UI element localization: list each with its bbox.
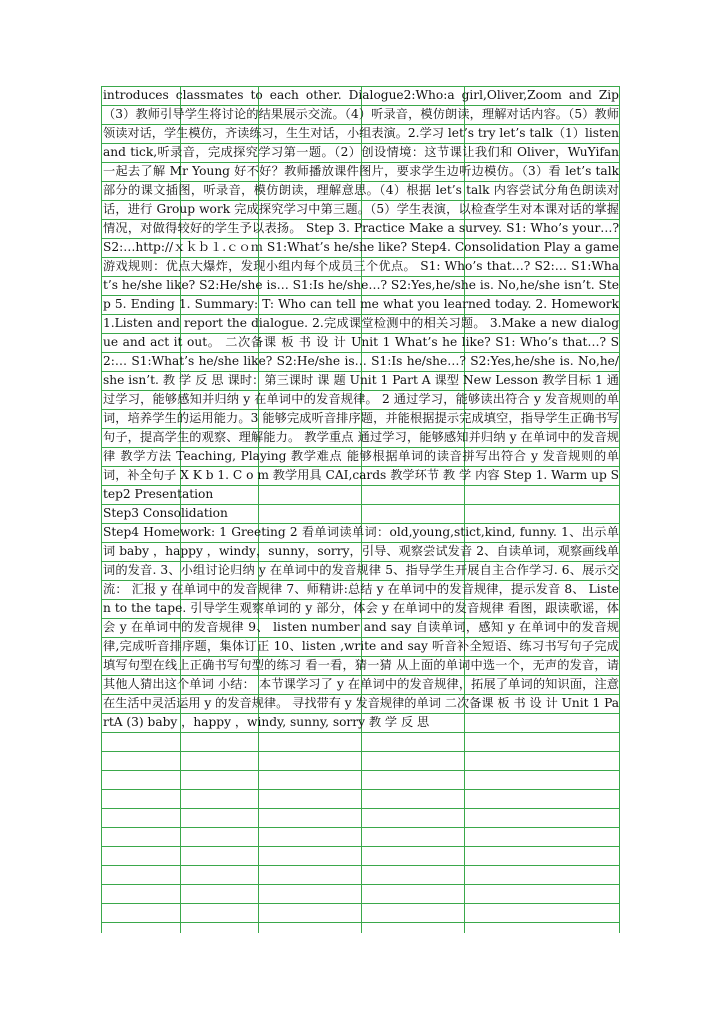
paragraph-lesson-main: introduces classmates to each other. Dialogue2:Who:a girl,Oliver,Zoom and Zip（3）教师引导学生将讨论的结果展示交流。（4）听录音，模仿朗读，理解对话内容。（5）教师领读对话，学生模仿，齐读练习，生生对话，小组表演。2.学习 let’s try let’s talk（1）listen and tick,听录音，完成探究学习第一题。（2）创设情境：这节课让我们和 Oliver，WuYifan 一起去了解 Mr Young 好不好？教师播放课件图片，要求学生边听边模仿。（3）看 let’s talk 部分的课文插图，听录音，模仿朗读，理解意思。（4）根据 let’s talk 内容尝试分角色朗读对话，进行 Group work 完成探究学习中第三题。（5）学生表演，以检查学生对本课对话的掌握情况，对做得较好的学生予以表扬。 Step 3. Practice Make a survey. S1: Who’s your…? S2:…http://ｘｋｂ１.ｃｏｍ S1:What’s he/she like? Step4. Consolidation Play a game 游戏规则：优点大爆炸，发现小组内每个成员三个优点。 S1: Who’s that…? S2:… S1:What’s he/she like? S2:He/she is… S1:Is he/she…? S2:Yes,he/she is. No,he/she isn’t. Step 5. Ending 1. Summary: T: Who can tell me what you learned today. 2. Homework 1.Listen and report the dialogue. 2.完成课堂检测中的相关习题。 3.Make a new dialogue and act it out。 二次备课 板 书 设 计 Unit 1 What’s he like? S1: Who’s that…? S2:… S1:What’s he/she like? S2:He/she is… S1:Is he/she…? S2:Yes,he/she is. No,he/she isn’t. 教 学 反 思 课时：第三课时 课 题 Unit 1 Part A 课型 New Lesson 教学目标 1 通过学习，能够感知并归纳 y 在单词中的发音规律。 2 通过学习，能够读出符合 y 发音规则的单词，培养学生的运用能力。3 能够完成听音排序题，并能根据提示完成填空，指导学生正确书写句子，提高学生的观察、理解能力。 教学重点 通过学习，能够感知并归纳 y 在单词中的发音规律 教学方法 Teaching, Playing 教学难点 能够根据单词的读音拼写出符合 y 发音规则的单词，补全句子 X K b 1. C o m 教学用具 CAI,cards 教学环节 教 学 内容 Step 1. Warm up Step2 Presentation — [103, 88, 619, 501]
paragraph-step3: Step3 Consolidation — [103, 506, 228, 520]
lesson-plan-text — [103, 86, 619, 732]
paragraph-step4-homework: Step4 Homework: 1 Greeting 2 看单词读单词：old,young,stict,kind, funny. 1、出示单词 baby ，happy ，windy，sunny，sorry，引导、观察尝试发音 2、自读单词，观察画线单词的发音. 3、小组讨论归纳 y 在单词中的发音规律 5、指导学生开展自主合作学习. 6、展示交流： 汇报 y 在单词中的发音规律 7、师精讲:总结 y 在单词中的发音规律，提示发音 8、 Listen to the tape. 引导学生观察单词的 y 部分，体会 y 在单词中的发音规律 看图，跟读歌谣，体会 y 在单词中的发音规律 9、 listen number and say 自读单词，感知 y 在单词中的发音规律,完成听音排序题，集体订正 10、listen ,write and say 听音补全短语、练习书写句子完成填写句型在线上正确书写句型的练习 看一看，猜一猜 从上面的单词中选一个，无声的发音，请其他人猜出这个单词 小结： 本节课学习了 y 在单词中的发音规律，拓展了单词的知识面，注意在生活中灵活运用 y 的发音规律。 寻找带有 y 发音规律的单词 二次备课 板 书 设 计 Unit 1 PartA (3) baby ，happy ，windy, sunny, sorry 教 学 反 思 — [103, 525, 619, 729]
